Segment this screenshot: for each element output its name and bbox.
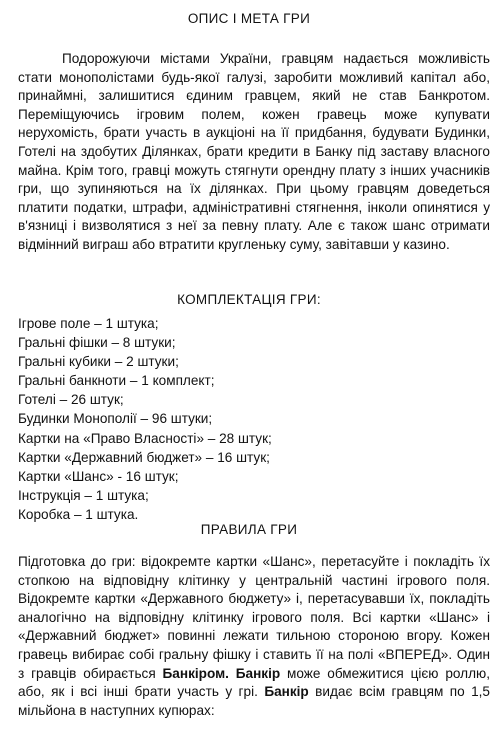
section-title-contents: КОМПЛЕКТАЦІЯ ГРИ: [177, 292, 321, 307]
section-title-rules: ПРАВИЛА ГРИ [200, 522, 298, 537]
rules-bold-banker-2: Банкір [264, 684, 309, 700]
rules-text-b: може обмежитися цією роллю, або, як і всі інші брати участь у грі. [18, 665, 490, 700]
contents-list-item: Картки «Шанс» - 16 штук; [18, 468, 179, 484]
rules-text-a: Підготовка до гри: відокремте картки «Шанс», перетасуйте і покладіть їх стопкою на відповідну клітинку у центральній частині ігрового поля. Відокремте картки «Державного бюджету» і, перетасувавши їх, покладіть аналогічно на відповідну клітинку ігрового поля. Всі картки «Шанс» і «Державний бюджет» повинні лежати тильною стороною вгору. Кожен гравець вибирає собі гральну фішку і ставить її на полі «ВПЕРЕД». Один з гравців обирається [18, 554, 490, 681]
contents-list-item: Гральні банкноти – 1 комплект; [18, 373, 215, 389]
contents-list-item: Картки «Державний бюджет» – 16 штук; [18, 449, 270, 465]
contents-list [18, 314, 272, 524]
contents-list-item: Гральні кубики – 2 штуки; [18, 354, 179, 370]
contents-list-item: Готелі – 26 штук; [18, 392, 124, 408]
contents-list-item: Картки на «Право Власності» – 28 штук; [18, 430, 272, 446]
contents-list-item: Гральні фішки – 8 штуки; [18, 335, 176, 351]
contents-list-item: Коробка – 1 штука. [18, 506, 139, 522]
description-paragraph: Подорожуючи містами України, гравцям надається можливість стати монополістами будь-якої галузі, заробити можливий капітал або, принаймні, залишитися єдиним гравцем, який не став Банкротом. Переміщуючись ігровим полем, кожен гравець може купувати нерухомість, брати участь в аукціоні на її придбання, будувати Будинки, Готелі на здобутих Ділянках, брати кредити в Банку під заставу власного майна. Крім того, гравці можуть стягнути орендну плату з інших учасників гри, що зупиняються на їх ділянках. При цьому гравцям доведеться платити податки, штрафи, адміністративні стягнення, інколи опинятися у в'язниці і визволятися з неї за певну плату. Але є також шанс отримати відмінний виграш або втратити кругленьку суму, завітавши у казино. [18, 51, 490, 252]
rules-text-c: видає всім гравцям по 1,5 мільйона в наступних купюрах: [18, 684, 490, 718]
contents-list-item: Ігрове поле – 1 штука; [18, 316, 159, 331]
section-title-description: ОПИС І МЕТА ГРИ [187, 11, 311, 26]
contents-list-item: Інструкція – 1 штука; [18, 487, 149, 503]
rules-bold-banker-1: Банкіром. Банкір [162, 665, 281, 681]
contents-list-item: Будинки Монополії – 96 штуки; [18, 411, 213, 427]
rules-paragraph [18, 553, 490, 720]
